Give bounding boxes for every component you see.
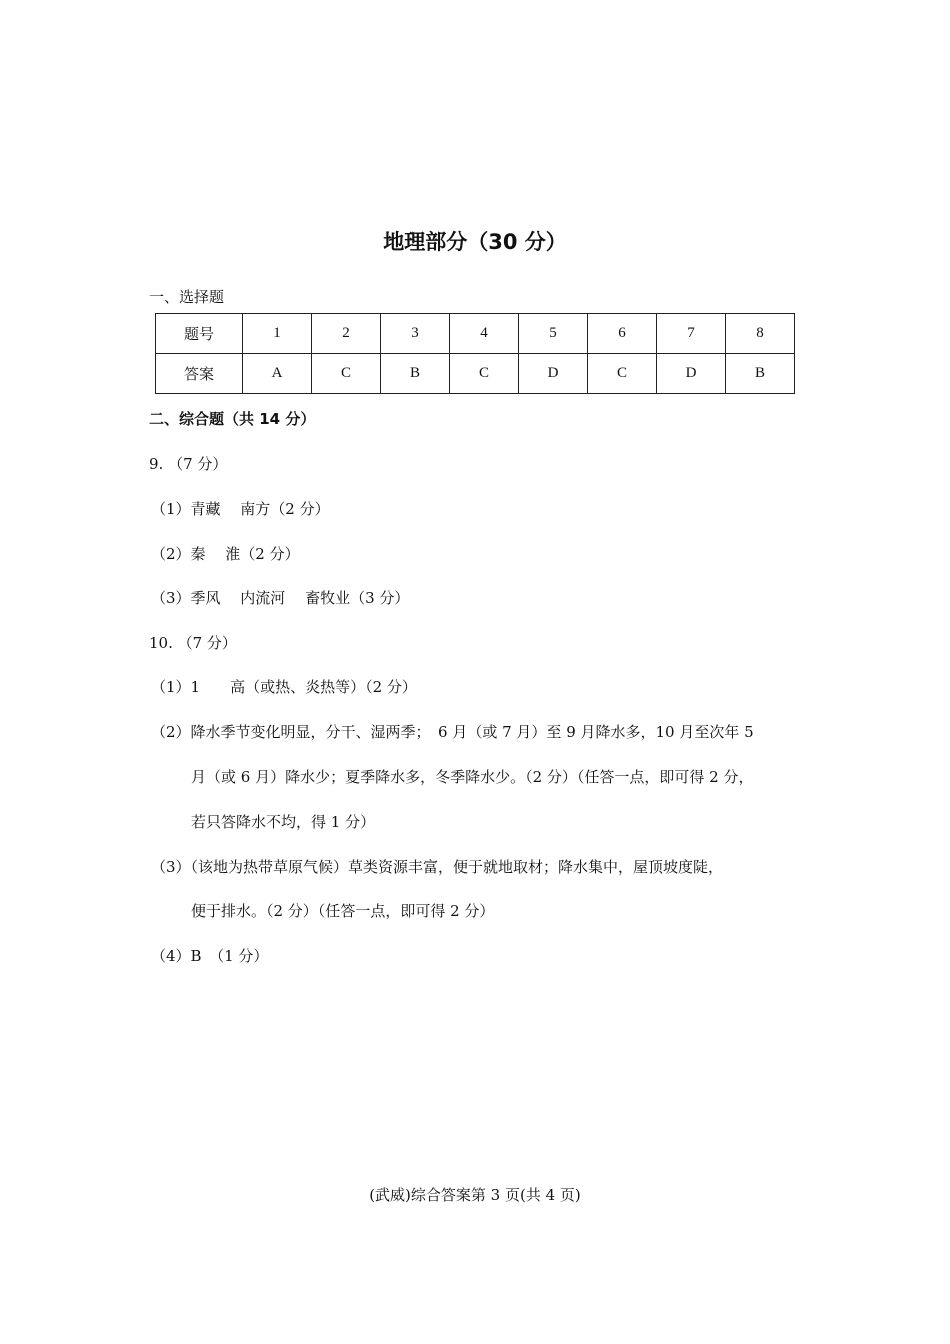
page-footer: (武威)综合答案第 3 页(共 4 页) [369, 1186, 581, 1204]
row-label: 答案 [156, 354, 243, 394]
answer-cell: B [381, 354, 450, 394]
answer-line: 月（或 6 月）降水少；夏季降水多，冬季降水少。（2 分）（任答一点，即可得 2 分， [191, 768, 754, 786]
question-number: 8 [726, 314, 795, 354]
answer-line: （2）秦 淮（2 分） [151, 545, 300, 563]
row-label: 题号 [156, 314, 243, 354]
page-title: 地理部分（30 分） [383, 230, 567, 254]
answer-cell: C [588, 354, 657, 394]
question-number: 3 [381, 314, 450, 354]
question-9-header: 9. （7 分） [149, 455, 228, 473]
answer-line: （4）B （1 分） [151, 947, 269, 965]
section-heading-comprehensive: 二、综合题（共 14 分） [149, 410, 316, 428]
answer-line: （1）1 高（或热、炎热等）（2 分） [151, 678, 417, 696]
answer-line: （2）降水季节变化明显，分干、湿两季； 6 月（或 7 月）至 9 月降水多，10 月至次年 5 [151, 723, 754, 741]
question-number: 4 [450, 314, 519, 354]
answer-line: （3）季风 内流河 畜牧业（3 分） [151, 589, 410, 607]
question-10-header: 10. （7 分） [149, 634, 237, 652]
answer-line: 若只答降水不均，得 1 分） [191, 813, 376, 831]
answer-cell: D [519, 354, 588, 394]
answer-cell: D [657, 354, 726, 394]
section-heading-choice: 一、选择题 [149, 288, 225, 306]
answer-cell: C [450, 354, 519, 394]
answer-cell: C [312, 354, 381, 394]
question-number: 7 [657, 314, 726, 354]
question-number: 2 [312, 314, 381, 354]
answer-cell: A [243, 354, 312, 394]
question-number: 1 [243, 314, 312, 354]
answer-line: 便于排水。（2 分）（任答一点，即可得 2 分） [191, 902, 495, 920]
table-row [156, 354, 795, 394]
answer-cell: B [726, 354, 795, 394]
question-number: 5 [519, 314, 588, 354]
table-row [156, 314, 795, 354]
answer-line: （1）青藏 南方（2 分） [151, 500, 330, 518]
answer-table [155, 313, 795, 394]
question-number: 6 [588, 314, 657, 354]
answer-line: （3）（该地为热带草原气候）草类资源丰富，便于就地取材；降水集中，屋顶坡度陡， [151, 858, 724, 876]
